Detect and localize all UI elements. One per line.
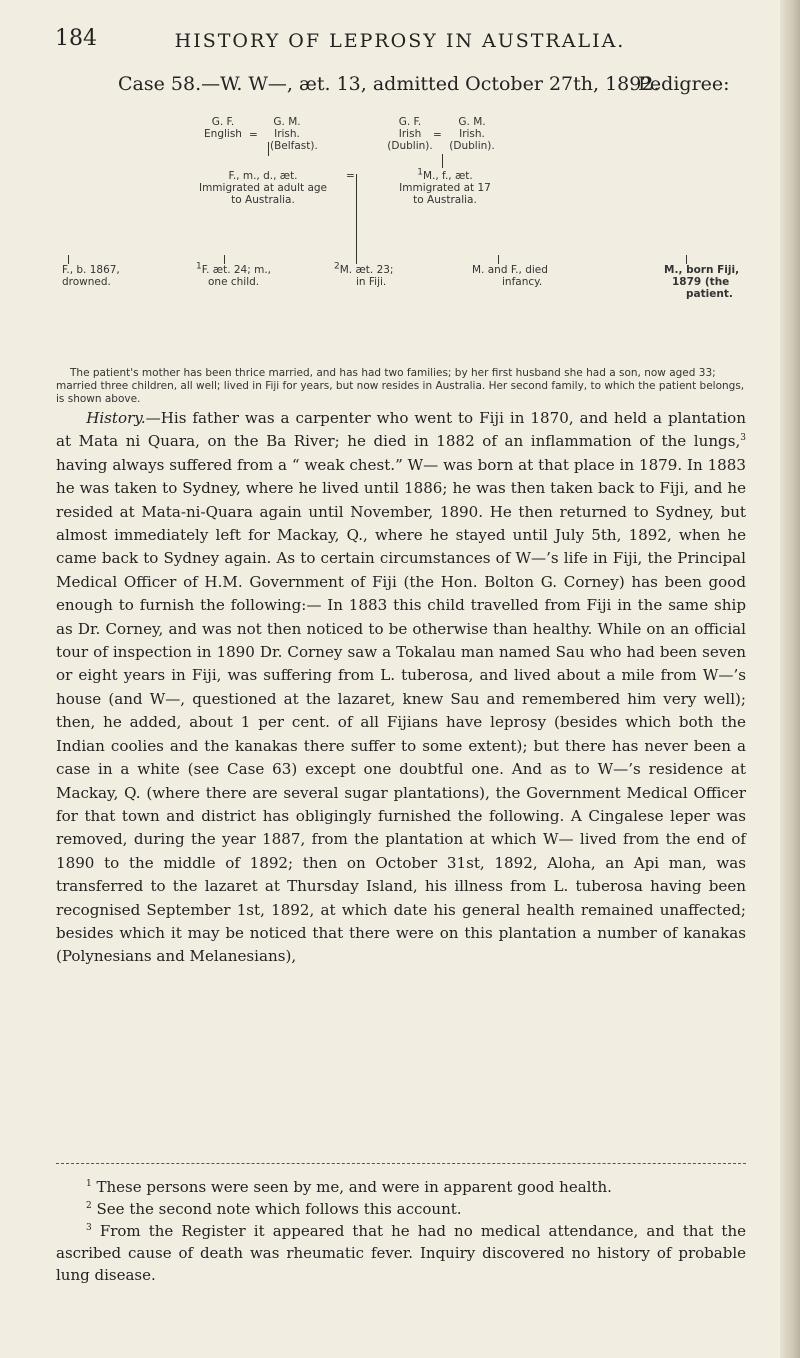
footnote-2: $^2$ See the second note which follows this account. (86, 1200, 462, 1218)
marriage-sign-parents: = (346, 170, 355, 182)
paternal-grandfather: G. F. English (204, 116, 242, 140)
child-tick-5 (686, 255, 687, 264)
child-3: $^2$M. æt. 23; in Fiji. (334, 261, 394, 288)
maternal-grandmother: G. M. Irish. (Dublin). (449, 116, 495, 152)
maternal-descent-line (442, 154, 443, 168)
footnote-1: $^1$ These persons were seen by me, and were in apparent good health. (86, 1178, 612, 1196)
footnotes (56, 1176, 746, 1286)
paternal-grandmother: G. M. Irish. (Belfast). (270, 116, 318, 152)
history-text-1: —His father was a carpenter who went to Fiji in 1870, and held a plantation at Mata ni Quara, on the Ba River; he died in 1882 of an inflammation of the lungs, (56, 409, 746, 451)
child-1: F., b. 1867, drowned. (62, 264, 120, 288)
page-spine-shadow (780, 0, 800, 1358)
case-title: Case 58.—W. W—, æt. 13, admitted October 27th, 1892. (118, 73, 660, 95)
footnote-ref-3: 3 (740, 433, 746, 444)
child-tick-4 (498, 255, 499, 264)
footnote-3: $^3$ From the Register it appeared that he had no medical attendance, and that the ascribed cause of death was rheumatic fever. Inquiry discovered no history of probable lung disease. (56, 1222, 746, 1284)
footnote-separator (56, 1163, 746, 1165)
case-history (56, 407, 746, 969)
history-text-2: having always suffered from a “ weak chest.” W— was born at that place in 1879. In 1883 he was taken to Sydney, where he lived until 1886; he was then taken back to Fiji, and he resided at Mata-ni-Quara again until November, 1890. He then returned to Sydney, but almost immediately left for Mackay, Q., where he stayed until July 5th, 1892, when he came back to Sydney again. As to certain circumstances of W—’s life in Fiji, the Principal Medical Officer of H.M. Government of Fiji (the Hon. Bolton G. Corney) has been good enough to furnish the following:— In 1883 this child travelled from Fiji in the same ship as Dr. Corney, and was not then noticed to be otherwise than healthy. While on an official tour of inspection in 1890 Dr. Corney saw a Tokalau man named Sau who had been seven or eight years in Fiji, was suffering from L. tuberosa, and lived about a mile from W—’s house (and W—, questioned at the lazaret, knew Sau and remembered him very well); then, he added, about 1 per cent. of all Fijians have leprosy (besides which both the Indian coolies and the kanakas there suffer to some extent); but there has never been a case in a white (see Case 63) except one doubtful one. And as to W—’s residence at Mackay, Q. (where there are several sugar plantations), the Government Medical Officer for that town and district has obligingly furnished the following. A Cingalese leper was removed, during the year 1887, from the plantation at which W— lived from the end of 1890 to the middle of 1892; then on October 31st, 1892, Aloha, an Api man, was transferred to the lazaret at Thursday Island, his illness from L. tuberosa having been recognised September 1st, 1892, at which date his general health remained unaffected; besides which it may be noticed that there were on this plantation a number of kanakas (Polynesians and Melanesians), (56, 455, 746, 966)
paternal-descent-line (268, 142, 269, 156)
father: F., m., d., æt. Immigrated at adult age to Australia. (198, 170, 328, 206)
mother: $^1$M., f., æt. Immigrated at 17 to Australia. (399, 167, 491, 206)
maternal-grandfather: G. F. Irish (Dublin). (387, 116, 433, 152)
page-number: 184 (55, 26, 97, 51)
family-descent-line (356, 174, 357, 259)
running-title: HISTORY OF LEPROSY IN AUSTRALIA. (174, 30, 626, 52)
child-5-patient: M., born Fiji, 1879 (the patient. (664, 264, 740, 300)
history-label: History. (86, 409, 146, 427)
child-4: M. and F., died infancy. (472, 264, 548, 288)
child-tick-3 (356, 255, 357, 264)
child-2: $^1$F. æt. 24; m., one child. (196, 261, 272, 288)
marriage-sign-maternal: = (433, 129, 442, 141)
child-tick-1 (68, 255, 69, 264)
pedigree-note: The patient's mother has been thrice married, and has had two families; by her first husband she had a son, now aged 33; married three children, all well; lived in Fiji for years, but now resides in Australia. Her second family, to which the patient belongs, is shown above. (56, 367, 745, 405)
child-tick-2 (224, 255, 225, 264)
case-heading (118, 73, 730, 95)
pedigree-label: Pedigree: (638, 73, 730, 95)
marriage-sign-paternal: = (249, 129, 258, 141)
